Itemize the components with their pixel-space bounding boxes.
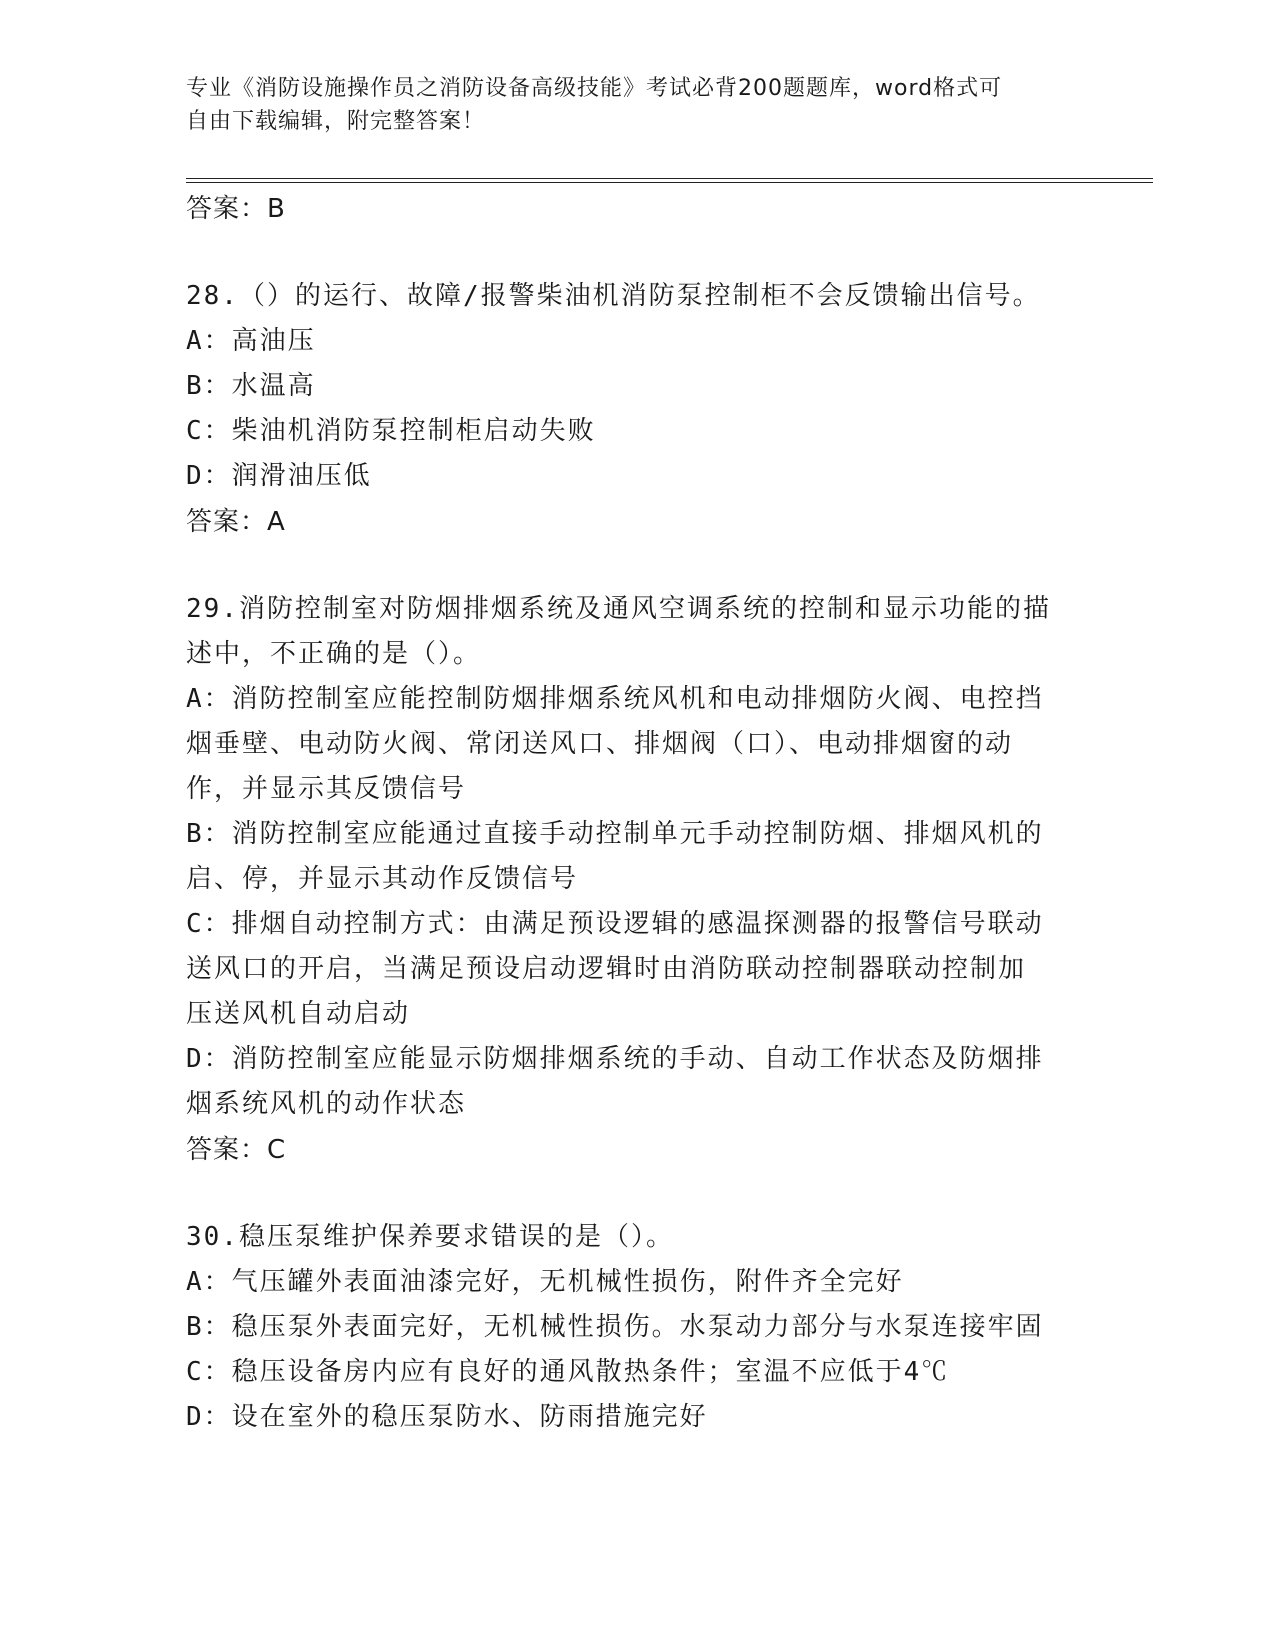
option-c: C：柴油机消防泵控制柜启动失败 (186, 416, 596, 446)
option-b: B：水温高 (186, 371, 316, 401)
option-a-continued: 作，并显示其反馈信号 (186, 774, 467, 804)
header-divider-top (186, 178, 1153, 179)
option-b: B：稳压泵外表面完好，无机械性损伤。水泵动力部分与水泵连接牢固 (186, 1312, 1044, 1342)
question-29 (186, 587, 1076, 1173)
option-d: D：设在室外的稳压泵防水、防雨措施完好 (186, 1402, 708, 1432)
option-a: A：气压罐外表面油漆完好，无机械性损伤，附件齐全完好 (186, 1267, 904, 1297)
document-header (186, 72, 1076, 138)
question-stem: 28.（）的运行、故障/报警柴油机消防泵控制柜不会反馈输出信号。 (186, 281, 1041, 311)
header-line-1: 专业《消防设施操作员之消防设备高级技能》考试必背200题题库，word格式可 (186, 76, 1003, 101)
option-b-continued: 启、停，并显示其动作反馈信号 (186, 864, 579, 894)
question-stem: 29.消防控制室对防烟排烟系统及通风空调系统的控制和显示功能的描 (186, 594, 1051, 624)
option-c: C：排烟自动控制方式：由满足预设逻辑的感温探测器的报警信号联动 (186, 909, 1044, 939)
option-c-continued: 送风口的开启，当满足预设启动逻辑时由消防联动控制器联动控制加 (186, 954, 1027, 984)
option-a: A：高油压 (186, 326, 316, 356)
option-b: B：消防控制室应能通过直接手动控制单元手动控制防烟、排烟风机的 (186, 819, 1044, 849)
question-list (186, 186, 1076, 1440)
option-d-continued: 烟系统风机的动作状态 (186, 1089, 467, 1119)
question-stem-continued: 述中，不正确的是（）。 (186, 639, 482, 669)
option-c-continued: 压送风机自动启动 (186, 999, 411, 1029)
option-a: A：消防控制室应能控制防烟排烟系统风机和电动排烟防火阀、电控挡 (186, 684, 1044, 714)
option-d: D：消防控制室应能显示防烟排烟系统的手动、自动工作状态及防烟排 (186, 1044, 1044, 1074)
question-28 (186, 274, 1076, 545)
header-divider-bottom (186, 182, 1153, 183)
header-line-2: 自由下载编辑，附完整答案！ (186, 109, 486, 134)
spacer (186, 545, 1076, 587)
question-30 (186, 1215, 1076, 1440)
previous-answer: 答案：B (186, 194, 286, 224)
option-d: D：润滑油压低 (186, 461, 372, 491)
answer: 答案：A (186, 507, 286, 537)
question-stem: 30.稳压泵维护保养要求错误的是（）。 (186, 1222, 674, 1252)
option-a-continued: 烟垂壁、电动防火阀、常闭送风口、排烟阀（口）、电动排烟窗的动 (186, 729, 1014, 759)
spacer (186, 1173, 1076, 1215)
spacer (186, 232, 1076, 274)
option-c: C：稳压设备房内应有良好的通风散热条件；室温不应低于4℃ (186, 1357, 950, 1387)
answer: 答案：C (186, 1135, 287, 1165)
